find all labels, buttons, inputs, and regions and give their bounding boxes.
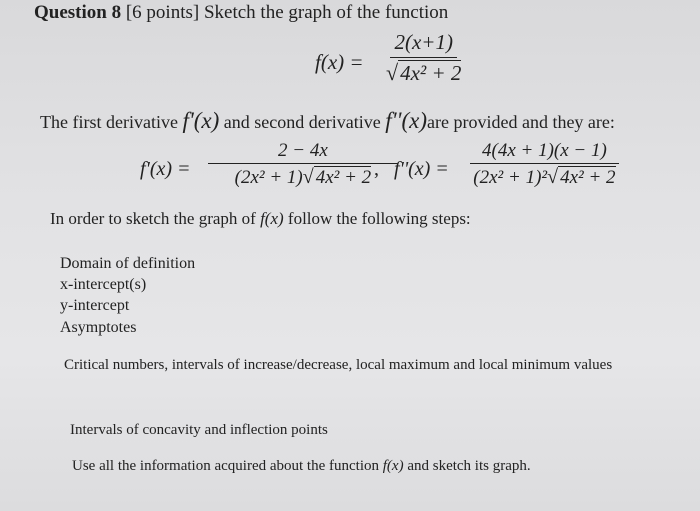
steps-intro xyxy=(50,209,471,229)
question-label: Question 8 xyxy=(34,2,122,23)
second-derivative-numerator: 4(4x + 1)(x − 1) xyxy=(470,140,619,164)
first-derivative-symbol: f'(x) xyxy=(182,108,220,133)
second-derivative-fraction xyxy=(470,140,619,189)
derivatives-intro xyxy=(40,108,615,134)
final-step-part2: and sketch its graph. xyxy=(407,458,531,474)
function-lhs: f(x) = xyxy=(315,50,364,74)
second-derivative-lhs: f''(x) = xyxy=(394,158,449,180)
question-instruction: Sketch the graph of the function xyxy=(203,2,449,23)
question-points: [6 points] xyxy=(125,2,200,23)
steps-intro-part2: follow the following steps: xyxy=(287,209,471,228)
derivatives-intro-part2: and second derivative xyxy=(223,112,381,132)
first-derivative-numerator: 2 − 4x xyxy=(208,140,398,164)
step-asymptotes: Asymptotes xyxy=(60,319,137,336)
question-header xyxy=(34,2,448,24)
function-numerator: 2(x+1) xyxy=(390,30,456,58)
final-step xyxy=(72,458,531,475)
function-fraction xyxy=(386,30,461,86)
sqrt-symbol: √ xyxy=(547,166,559,188)
derivatives-intro-part3: are provided and they are: xyxy=(427,112,615,132)
final-step-fx: f(x) xyxy=(382,458,404,474)
first-derivative-radicand: 4x² + 2 xyxy=(315,167,372,188)
first-derivative-denominator xyxy=(235,164,372,189)
first-derivative-denominator-prefix: (2x² + 1) xyxy=(234,167,303,188)
final-step-part1: Use all the information acquired about the function xyxy=(72,458,379,474)
steps-intro-fx: f(x) xyxy=(260,209,284,228)
step-y-intercept: y-intercept xyxy=(60,297,130,314)
step-critical-numbers: Critical numbers, intervals of increase/decrease, local maximum and local minimum values xyxy=(64,357,613,373)
second-derivative-denominator-prefix: (2x² + 1)² xyxy=(473,167,548,188)
second-derivative-symbol: f''(x) xyxy=(385,108,427,133)
sqrt-symbol: √ xyxy=(302,166,314,188)
step-domain: Domain of definition xyxy=(60,255,196,272)
derivatives-intro-part1: The first derivative xyxy=(40,112,178,132)
function-radicand: 4x² + 2 xyxy=(400,61,462,85)
sqrt-symbol: √ xyxy=(386,60,399,85)
second-derivative-denominator xyxy=(473,164,615,189)
step-concavity: Intervals of concavity and inflection points xyxy=(70,422,328,438)
step-x-intercepts: x-intercept(s) xyxy=(60,276,147,293)
function-denominator xyxy=(386,58,461,86)
derivative-separator: , xyxy=(374,158,379,180)
second-derivative-radicand: 4x² + 2 xyxy=(560,167,616,188)
first-derivative-fraction xyxy=(208,140,398,189)
steps-intro-part1: In order to sketch the graph of xyxy=(50,209,256,228)
first-derivative-lhs: f'(x) = xyxy=(140,158,191,180)
